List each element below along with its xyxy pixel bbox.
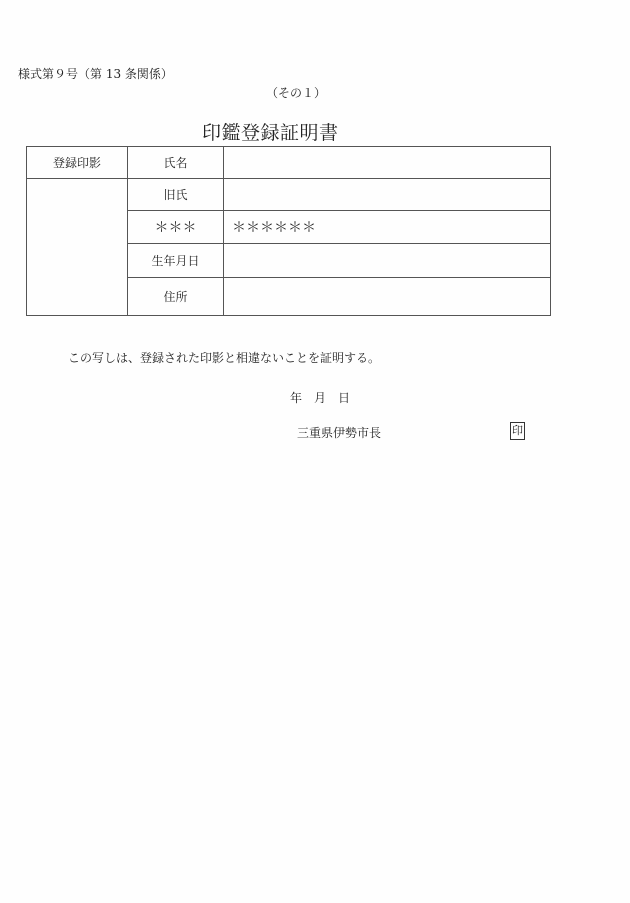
certification-statement: この写しは、登録された印影と相違ないことを証明する。 (68, 351, 381, 365)
issuer-name: 三重県伊勢市長 (297, 426, 382, 440)
certificate-table (26, 146, 551, 316)
row-label-masked: ＊＊＊ (128, 211, 224, 244)
document-title: 印鑑登録証明書 (202, 122, 339, 144)
seal-impression-header: 登録印影 (27, 147, 128, 179)
row-label-name: 氏名 (128, 147, 224, 179)
table-row (27, 147, 551, 179)
row-label-former-name: 旧氏 (128, 179, 224, 211)
seal-mark-icon: 印 (510, 422, 525, 440)
row-value-name (224, 147, 551, 179)
sub-label: （その１） (266, 86, 327, 100)
seal-impression-area (27, 179, 128, 316)
table-row (27, 179, 551, 211)
row-value-address (224, 278, 551, 316)
row-label-birthdate: 生年月日 (128, 244, 224, 278)
row-value-birthdate (224, 244, 551, 278)
row-value-former-name (224, 179, 551, 211)
form-number: 様式第９号（第 13 条関係） (18, 67, 173, 81)
row-value-masked: ＊＊＊＊＊＊ (224, 211, 551, 244)
row-label-address: 住所 (128, 278, 224, 316)
issue-date: 年 月 日 (290, 391, 351, 405)
